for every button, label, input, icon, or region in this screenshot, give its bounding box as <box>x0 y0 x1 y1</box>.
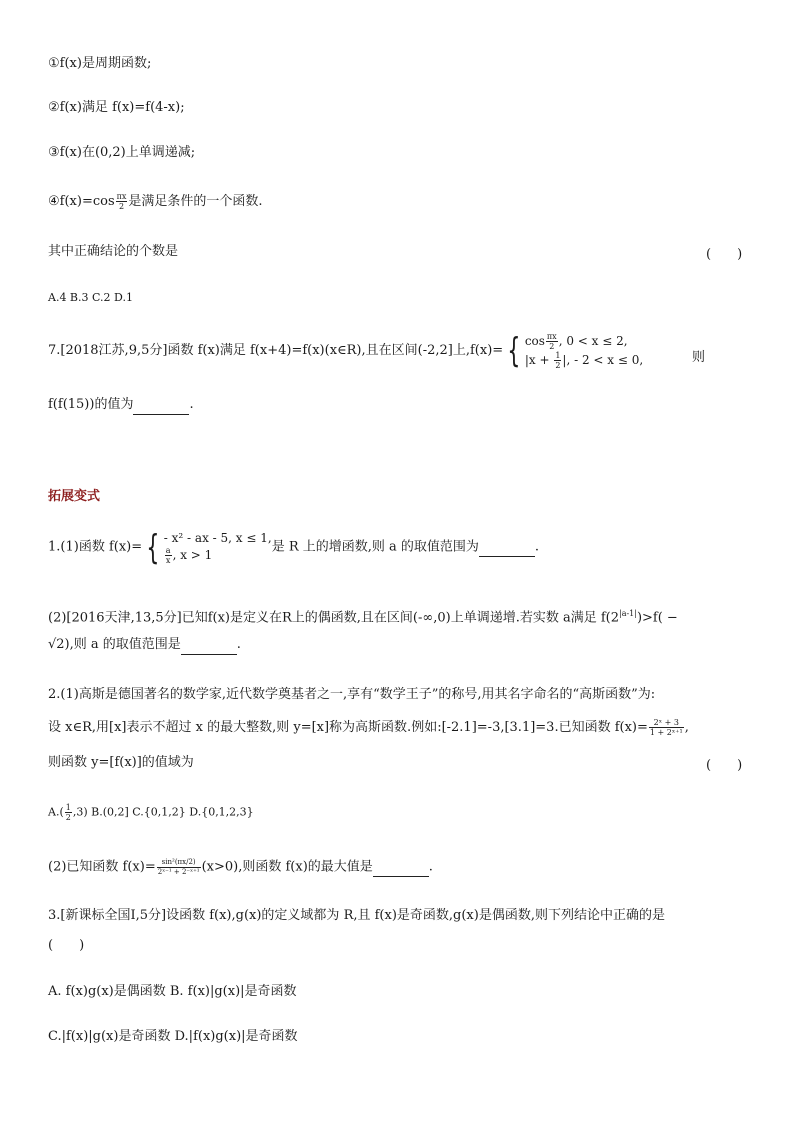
gauss-fraction <box>649 718 684 737</box>
question-7-text: 7.[2018江苏,9,5分]函数 f(x)满足 f(x+4)=f(x)(x∈R),且在区间(-2,2]上,f(x)= <box>48 343 504 358</box>
case-1 <box>525 332 643 351</box>
statement-2: ②f(x)满足 f(x)=f(4-x); <box>48 100 185 115</box>
fraction-numerator: sin²(πx/2) <box>157 858 201 868</box>
left-brace-glyph: { <box>146 527 160 568</box>
problem-2-1-line-1: 2.(1)高斯是德国著名的数学家,近代数学奠基者之一,享有“数学王子”的称号,用其名字命名的“高斯函数”为: <box>48 687 656 702</box>
case-2-condition: |, - 2 < x ≤ 0, <box>562 353 644 367</box>
problem-3-options-ab: A. f(x)g(x)是偶函数 B. f(x)|g(x)|是奇函数 <box>48 984 297 999</box>
piecewise-brace <box>142 527 272 568</box>
answer-blank <box>181 636 237 655</box>
case-2-fraction <box>165 546 172 565</box>
problem-1-2-text-end: )>f( − <box>636 610 678 626</box>
problem-2-2-prefix: (2)已知函数 f(x)= <box>48 859 156 875</box>
problem-1-1-prefix: 1.(1)函数 f(x)= <box>48 539 143 555</box>
problem-1-2-ask: √2),则 a 的取值范围是 <box>48 637 181 652</box>
question-7-line-2 <box>48 396 194 415</box>
piecewise-cases <box>525 332 643 370</box>
statement-4-suffix: 是满足条件的一个函数. <box>128 194 263 209</box>
case-1-numerator: πx <box>546 332 557 341</box>
piecewise-cases <box>164 530 272 565</box>
problem-3-line-1: 3.[新课标全国Ⅰ,5分]设函数 f(x),g(x)的定义域都为 R,且 f(x)是奇函数,g(x)是偶函数,则下列结论中正确的是 <box>48 908 665 923</box>
period: . <box>236 637 241 652</box>
comma: , <box>684 720 689 735</box>
section-title: 拓展变式 <box>48 489 101 504</box>
statement-3: ③f(x)在(0,2)上单调递减; <box>48 145 196 160</box>
problem-2-1-line-3: 则函数 y=[f(x)]的值域为 <box>48 755 194 770</box>
question-7-then: 则 <box>692 350 706 365</box>
period: . <box>428 859 433 875</box>
fraction-numerator: πx <box>116 192 127 201</box>
fraction-numerator: 2ˣ + 3 <box>649 718 684 728</box>
case-1-fraction <box>546 332 558 351</box>
problem-3-options-cd: C.|f(x)|g(x)是奇函数 D.|f(x)g(x)|是奇函数 <box>48 1029 298 1044</box>
question-7-ask: f(f(15))的值为 <box>48 397 134 412</box>
problem-2-1-options <box>48 803 254 822</box>
case-2-prefix: |x + <box>524 353 554 367</box>
answer-blank <box>479 538 535 557</box>
problem-2-1-line-2 <box>48 718 689 737</box>
problem-1-1-text: 是 R 上的增函数,则 a 的取值范围为 <box>271 539 479 555</box>
problem-1-2-text: (2)[2016天津,13,5分]已知f(x)是定义在R上的偶函数,且在区间(-∞,0)上单调递增.若实数 a满足 f(2 <box>48 610 619 626</box>
statement-1: ①f(x)是周期函数; <box>48 56 152 71</box>
problem-2-1-text: 设 x∈R,用[x]表示不超过 x 的最大整数,则 y=[x]称为高斯函数.例如:[-2.1]=-3,[3.1]=3.已知函数 f(x)= <box>48 720 648 735</box>
problem-3-line-2: ( ) <box>48 938 85 953</box>
problem-1-2-line-1 <box>48 605 678 627</box>
period: . <box>189 397 194 412</box>
fraction-denominator: 2 <box>65 813 71 822</box>
statement-4 <box>48 192 263 211</box>
case-1-denominator: 2 <box>549 342 555 351</box>
problem-1-1 <box>48 527 540 568</box>
case-1: - x² - ax - 5, x ≤ 1, <box>163 531 272 545</box>
problem-2-2-text: (x>0),则函数 f(x)的最大值是 <box>201 859 373 875</box>
case-2 <box>525 351 643 370</box>
fraction-denominator: 2ˣ⁻¹ + 2⁻ˣ⁺¹ <box>157 868 200 876</box>
cos-fraction <box>116 192 128 211</box>
option-a-prefix: A.( <box>48 805 64 819</box>
answer-parentheses: ( ) <box>706 247 743 262</box>
case-2-denominator: 2 <box>555 361 561 370</box>
case-1-cos: cos <box>524 334 545 348</box>
question-7 <box>48 332 643 370</box>
options-rest: ,3) B.(0,2] C.{0,1,2} D.{0,1,2,3} <box>72 805 254 819</box>
fraction-denominator: 2 <box>118 202 125 211</box>
answer-parentheses: ( ) <box>706 758 743 773</box>
question-count-text: 其中正确结论的个数是 <box>48 244 179 259</box>
exponent: |a-1| <box>619 609 637 618</box>
answer-blank <box>373 858 429 877</box>
case-1-condition: , 0 < x ≤ 2, <box>558 334 628 348</box>
statement-4-prefix: ④f(x)=cos <box>48 194 115 209</box>
period: . <box>534 539 540 555</box>
case-2 <box>164 546 272 565</box>
answer-blank <box>133 396 189 415</box>
piecewise-brace <box>503 332 643 370</box>
case-2-condition: , x > 1 <box>172 548 213 562</box>
sin-fraction <box>157 858 201 877</box>
case-2-numerator: a <box>165 546 171 555</box>
case-2-numerator: 1 <box>555 351 561 360</box>
option-a-fraction <box>65 803 72 822</box>
fraction-denominator: 1 + 2ˣ⁺¹ <box>649 728 683 737</box>
fraction-numerator: 1 <box>65 803 71 812</box>
case-2-denominator: x <box>165 556 171 565</box>
problem-2-2 <box>48 858 433 877</box>
left-brace-glyph: { <box>507 331 521 371</box>
problem-1-2-line-2 <box>48 636 241 655</box>
case-2-fraction <box>554 351 561 370</box>
answer-options: A.4 B.3 C.2 D.1 <box>48 291 133 304</box>
